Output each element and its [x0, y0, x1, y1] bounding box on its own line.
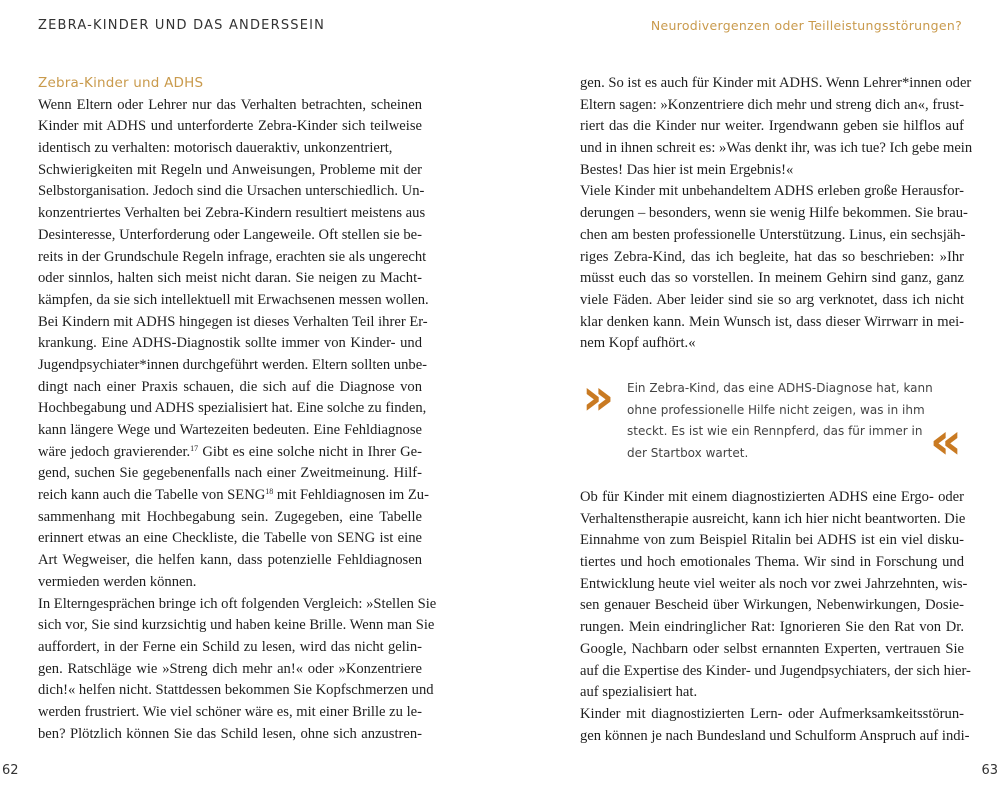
- pull-quote: [580, 368, 964, 470]
- text-line: Hochbegabung und ADHS spezialisiert hat. Eine solche zu finden,: [38, 400, 427, 417]
- section-heading: Zebra-Kinder und ADHS: [38, 75, 204, 91]
- text-line: müsst euch das so vorstellen. In meinem Gehirn sind ganz, ganz: [580, 270, 964, 287]
- text-line: Selbstorganisation. Jedoch sind die Ursachen unterschiedlich. Un-: [38, 183, 425, 200]
- text-line: reits in der Grundschule Regeln infrage, erachten sie als ungerecht: [38, 248, 427, 265]
- text-line: Einnahme von zum Beispiel Ritalin bei ADHS ist ein viel disku-: [580, 532, 964, 549]
- right-page-body: [580, 73, 973, 355]
- text-line: sich vor, Sie sind kurzsichtig und haben keine Brille. Wenn man Sie: [38, 617, 435, 634]
- text-line: Art Wegweiser, die helfen kann, dass potenzielle Fehldiagnosen: [38, 552, 422, 569]
- text-line: viele Fäden. Aber leider sind sie so arg verknotet, dass ich nicht: [580, 291, 964, 308]
- text-line: In Elterngesprächen bringe ich oft folgenden Vergleich: »Stellen Sie: [38, 595, 437, 612]
- text-line: gen. Ratschläge wie »Streng dich mehr an!« oder »Konzentriere: [38, 660, 422, 677]
- text-line: dingt nach einer Praxis schauen, die sich auf die Diagnose von: [38, 378, 422, 395]
- running-head-left: ZEBRA-KINDER UND DAS ANDERSSEIN: [38, 18, 326, 33]
- text-line: werden frustriert. Wie viel schöner wäre es, mit einer Brille zu le-: [38, 703, 422, 720]
- text-line: auffordert, in der Ferne ein Schild zu lesen, wird das nicht gelin-: [38, 638, 422, 655]
- text-line: chen am besten professionelle Unterstützung. Linus, ein sechsjäh-: [580, 226, 966, 243]
- text-line: Ob für Kinder mit einem diagnostizierten ADHS eine Ergo- oder: [580, 489, 964, 505]
- text-line: Wenn Eltern oder Lehrer nur das Verhalten betrachten, scheinen: [38, 96, 422, 113]
- footnote-marker[interactable]: 18: [265, 487, 274, 497]
- text-line: identisch zu verhalten: motorisch daueraktiv, unkonzentriert,: [38, 140, 393, 157]
- text-line: klar denken kann. Mein Wunsch ist, dass dieser Wirrwarr in mei-: [580, 313, 964, 330]
- right-page-body-lower: [580, 487, 971, 747]
- text-line: kann längere Wege und Wartezeiten bedeuten. Eine Fehldiagnose: [38, 422, 422, 438]
- text-line: und in ihnen schreit es: »Was denkt ihr, was ich tue? Ich gebe mein: [580, 140, 973, 157]
- text-line: Desinteresse, Unterforderung oder Langeweile. Oft stellen sie be-: [38, 226, 422, 243]
- text-line: gen. So ist es auch für Kinder mit ADHS. Wenn Lehrer*innen oder: [580, 75, 972, 91]
- text-line: Schwierigkeiten mit Regeln und Anweisungen, Probleme mit der: [38, 161, 422, 178]
- text-line: kämpfen, da sie sich intellektuell mit Erwachsenen messen wollen.: [38, 291, 429, 308]
- text-line: Entwicklung heute viel weiter als noch vor zwei Jahrzehnten, wis-: [580, 575, 968, 592]
- text-line: [38, 485, 429, 507]
- text-line: auf spezialisiert hat.: [580, 684, 698, 701]
- text-fragment: Gibt es eine solche nicht in Ihrer Ge-: [198, 443, 422, 460]
- page-number-right: 63: [981, 763, 998, 778]
- text-line: oder sinnlos, halten sich meist nicht daran. Sie neigen zu Macht-: [38, 270, 422, 287]
- text-fragment: reich kann auch die Tabelle von SENG: [38, 487, 266, 504]
- text-line: dich!« helfen nicht. Stattdessen bekommen Sie Kopfschmerzen und: [38, 682, 434, 699]
- text-line: sammenhang mit Hochbegabung sein. Zugegeben, eine Tabelle: [38, 508, 422, 525]
- text-line: ben? Plötzlich können Sie das Schild lesen, ohne sich anzustren-: [38, 725, 422, 742]
- text-line: konzentriertes Verhalten bei Zebra-Kindern resultiert meistens aus: [38, 205, 426, 222]
- text-line: tiertes und hoch emotionales Thema. Wir sind in Forschung und: [580, 554, 964, 571]
- text-line: derungen – besonders, wenn sie wenig Hilfe bekommen. Sie brau-: [580, 205, 968, 222]
- quote-open-mark: »: [582, 368, 615, 426]
- text-line: Kinder mit diagnostizierten Lern- oder Aufmerksamkeitsstörun-: [580, 705, 964, 722]
- text-line: gend, suchen Sie gegebenenfalls nach einer Zweitmeinung. Hilf-: [38, 465, 422, 482]
- text-line: Bestes! Das hier ist mein Ergebnis!«: [580, 161, 794, 178]
- text-line: auf die Expertise des Kinder- und Jugendpsychiaters, der sich hier-: [580, 662, 971, 679]
- text-line: Verhaltenstherapie ausreicht, kann ich hier nicht beantworten. Die: [580, 510, 966, 527]
- text-line: nem Kopf aufhört.«: [580, 335, 696, 352]
- left-page-body: [38, 73, 437, 745]
- text-line: Viele Kinder mit unbehandeltem ADHS erleben große Herausfor-: [580, 183, 964, 200]
- text-line: [38, 442, 422, 464]
- text-line: rungen. Mein eindringlicher Rat: Ignorieren Sie den Rat von Dr.: [580, 619, 964, 636]
- quote-line: steckt. Es ist wie ein Rennpferd, das für immer in: [627, 424, 923, 439]
- text-line: Eltern sagen: »Konzentriere dich mehr und streng dich an«, frust-: [580, 96, 964, 113]
- text-line: Google, Nachbarn oder selbst ernannten Experten, vertrauen Sie: [580, 640, 964, 657]
- text-line: riert das die Kinder nur weiter. Irgendwann geben sie hilflos auf: [580, 118, 964, 135]
- footnote-marker[interactable]: 17: [190, 443, 199, 453]
- quote-line: Ein Zebra-Kind, das eine ADHS-Diagnose hat, kann: [627, 381, 933, 395]
- text-line: erinnert etwas an eine Checkliste, die Tabelle von SENG ist eine: [38, 530, 422, 547]
- page-number-left: 62: [2, 763, 19, 778]
- running-head-right: Neurodivergenzen oder Teilleistungsstörungen?: [650, 18, 962, 33]
- text-line: Bei Kindern mit ADHS hingegen ist dieses Verhalten Teil ihrer Er-: [38, 313, 428, 330]
- text-line: vermieden werden können.: [38, 573, 197, 590]
- text-fragment: mit Fehldiagnosen im Zu-: [273, 487, 429, 504]
- quote-close-mark: «: [929, 412, 962, 470]
- text-line: sen genauer Bescheid über Wirkungen, Nebenwirkungen, Dosie-: [580, 597, 964, 614]
- pull-quote-text: [627, 378, 933, 465]
- text-line: riges Zebra-Kind, das ich begleite, hat das so beschrieben: »Ihr: [580, 248, 964, 265]
- text-line: krankung. Eine ADHS-Diagnostik sollte immer von Kinder- und: [38, 335, 422, 352]
- text-line: Kinder mit ADHS und unterforderte Zebra-Kinder sich teilweise: [38, 118, 422, 135]
- text-fragment: wäre jedoch gravierender.: [38, 443, 191, 460]
- text-line: Jugendpsychiater*innen durchgeführt werden. Eltern sollten unbe-: [38, 356, 428, 373]
- quote-line: der Startbox wartet.: [627, 446, 749, 461]
- quote-line: ohne professionelle Hilfe nicht zeigen, was in ihm: [627, 402, 925, 417]
- text-line: gen können je nach Bundesland und Schulform Anspruch auf indi-: [580, 727, 970, 744]
